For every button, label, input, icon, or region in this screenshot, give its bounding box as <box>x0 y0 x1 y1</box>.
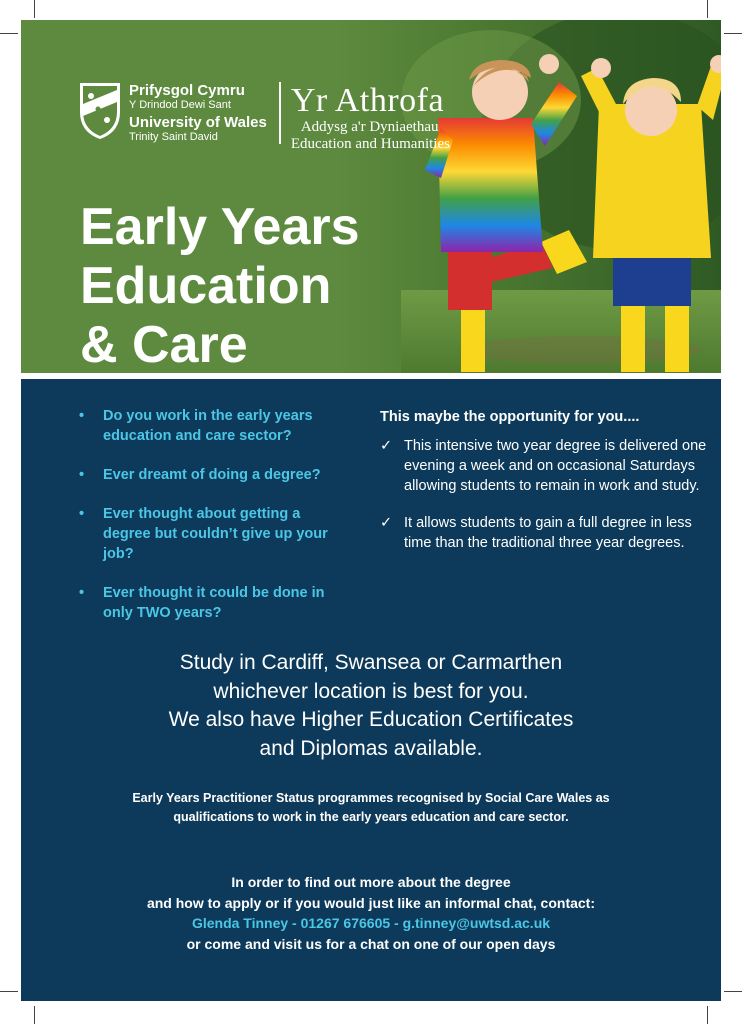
study-line: whichever location is best for you. <box>213 679 529 703</box>
institute-title: Yr Athrofa <box>290 82 445 119</box>
logo-divider <box>279 82 281 144</box>
study-line: We also have Higher Education Certificates <box>168 708 574 731</box>
list-item <box>380 436 710 496</box>
title-line: Education <box>80 257 332 315</box>
title-line: Early Years <box>80 198 360 256</box>
opportunity-title: This maybe the opportunity for you.... <box>380 409 640 425</box>
crop-mark <box>707 1006 708 1024</box>
bullet-icon: • <box>79 467 85 483</box>
welsh-university-subtitle: Y Drindod Dewi Sant <box>129 99 231 112</box>
list-item <box>79 583 349 623</box>
list-item <box>380 513 710 553</box>
contact-line: and how to apply or if you would just like an informal chat, contact: <box>146 894 596 911</box>
question-list <box>79 406 349 642</box>
bullet-icon: • <box>79 585 85 601</box>
status-line: Early Years Practitioner Status programmes recognised by Social Care Wales as <box>132 791 610 805</box>
contact-line: In order to find out more about the degree <box>231 874 511 890</box>
list-item <box>79 465 349 485</box>
checkmark-icon: ✓ <box>380 515 393 531</box>
opportunity-section <box>380 407 710 570</box>
crop-mark <box>0 991 18 992</box>
question-text: Do you work in the early years education and care sector? <box>103 408 313 444</box>
bullet-icon: • <box>79 506 85 522</box>
study-line: and Diplomas available. <box>259 736 483 760</box>
crop-mark <box>34 1006 35 1024</box>
status-line: qualifications to work in the early years education and care sector. <box>173 810 569 824</box>
hero-banner <box>21 20 721 373</box>
list-item <box>79 406 349 446</box>
english-university-name: University of Wales <box>129 113 267 131</box>
crop-mark <box>724 33 742 34</box>
contact-line: or come and visit us for a chat on one of our open days <box>186 935 556 952</box>
title-line: & Care <box>80 316 248 373</box>
question-text: Ever thought about getting a degree but couldn’t give up your job? <box>103 506 328 562</box>
english-university-subtitle: Trinity Saint David <box>129 131 218 144</box>
institute-english-name: Education and Humanities <box>290 135 450 152</box>
question-text: Ever dreamt of doing a degree? <box>103 467 321 483</box>
study-locations <box>21 649 721 763</box>
crop-mark <box>707 0 708 18</box>
institute-logo <box>291 82 450 152</box>
checkmark-icon: ✓ <box>380 438 393 454</box>
bullet-icon: • <box>79 408 85 424</box>
institute-welsh-name: Addysg a'r Dyniaethau <box>300 119 439 136</box>
point-text: This intensive two year degree is delivered one evening a week and on occasional Saturdays allowing students to remain in work and study. <box>404 438 707 494</box>
university-logo[interactable] <box>79 82 450 152</box>
page-title <box>80 198 360 373</box>
crop-mark <box>34 0 35 18</box>
study-line: Study in Cardiff, Swansea or Carmarthen <box>179 651 563 674</box>
opportunity-points <box>380 436 710 553</box>
point-text: It allows students to gain a full degree in less time than the traditional three year degrees. <box>404 515 692 551</box>
info-panel <box>21 379 721 1001</box>
university-crest-icon <box>79 82 121 140</box>
contact-details-link[interactable]: Glenda Tinney - 01267 676605 - g.tinney@uwtsd.ac.uk <box>191 915 551 931</box>
crop-mark <box>0 33 18 34</box>
list-item <box>79 504 349 564</box>
crop-mark <box>724 991 742 992</box>
practitioner-status-note <box>21 789 721 827</box>
contact-section <box>21 872 721 954</box>
welsh-university-name: Prifysgol Cymru <box>129 82 245 99</box>
question-text: Ever thought it could be done in only TWO years? <box>103 585 325 621</box>
